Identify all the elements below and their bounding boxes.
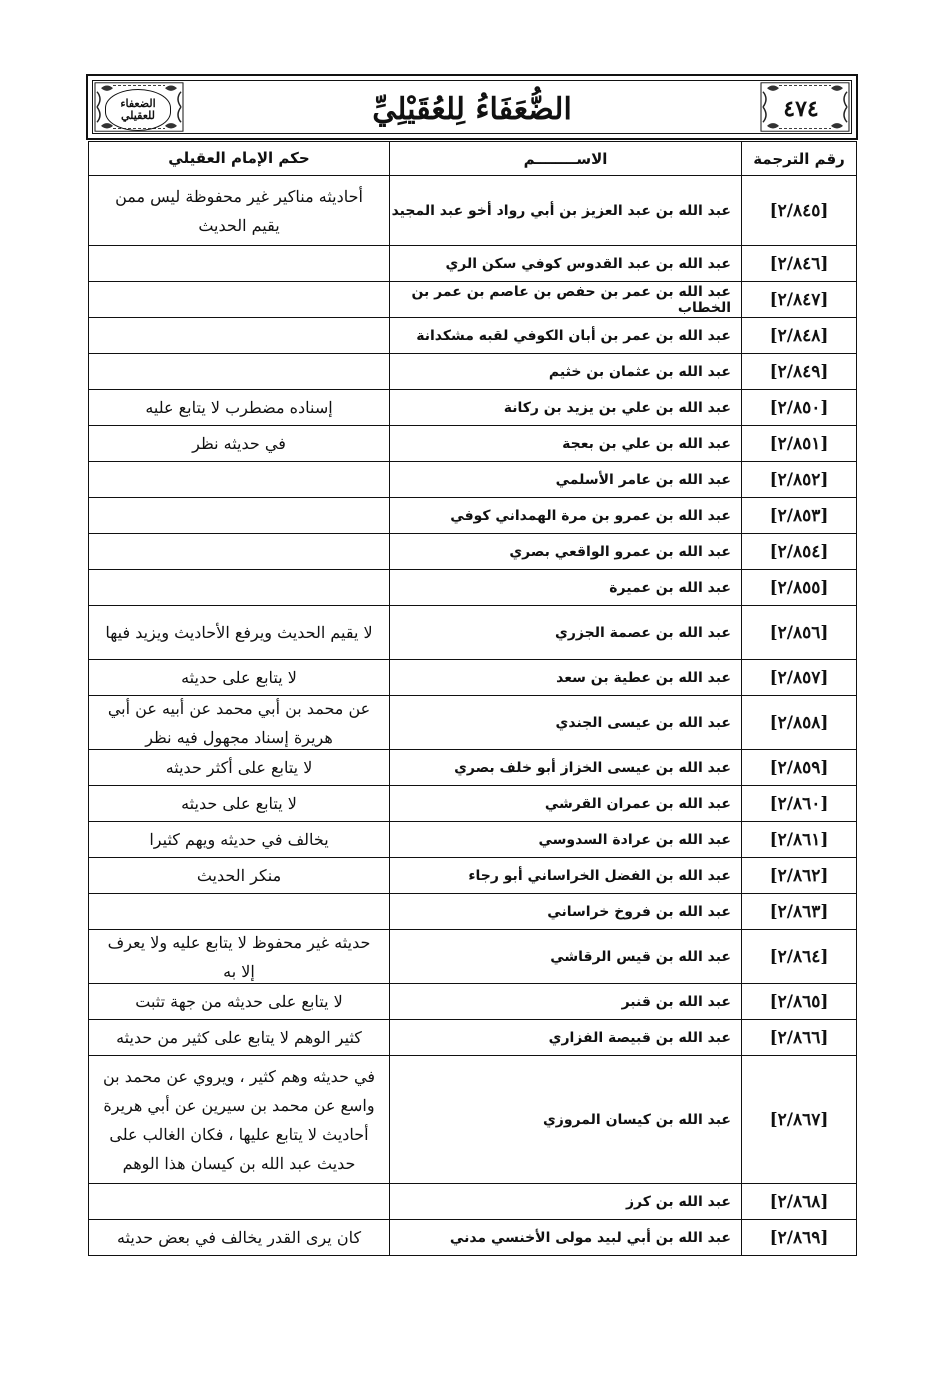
row-verdict: منكر الحديث (88, 858, 389, 893)
row-name: عبد الله بن قنبر (389, 984, 741, 1019)
row-name: عبد الله بن عيسى الجندي (389, 696, 741, 749)
row-number: [٢/٨٥٩] (741, 750, 857, 785)
row-verdict: إسناده مضطرب لا يتابع عليه (88, 390, 389, 425)
row-verdict (88, 318, 389, 353)
row-name: عبد الله بن علي بن بعجة (389, 426, 741, 461)
row-verdict (88, 1184, 389, 1219)
row-name: عبد الله بن عيسى الخزاز أبو خلف بصري (389, 750, 741, 785)
row-number: [٢/٨٥٤] (741, 534, 857, 569)
row-number: [٢/٨٥١] (741, 426, 857, 461)
row-name: عبد الله بن عمرو بن مرة الهمداني كوفي (389, 498, 741, 533)
table-row (88, 534, 857, 570)
row-name: عبد الله بن عصمة الجزري (389, 606, 741, 659)
row-number: [٢/٨٦٣] (741, 894, 857, 929)
row-verdict: لا يتابع على حديثه (88, 786, 389, 821)
table-row (88, 318, 857, 354)
narrators-table (88, 141, 857, 1256)
row-name: عبد الله بن عمر بن حفص بن عاصم بن عمر بن الخطاب (389, 282, 741, 317)
table-row (88, 1184, 857, 1220)
book-seal (105, 89, 171, 131)
row-number: [٢/٨٤٧] (741, 282, 857, 317)
column-header-name: الاســــــــم (389, 142, 741, 175)
row-verdict (88, 570, 389, 605)
row-number: [٢/٨٦٦] (741, 1020, 857, 1055)
row-number: [٢/٨٤٩] (741, 354, 857, 389)
ornament-left-icon (93, 81, 185, 133)
row-name: عبد الله بن عثمان بن خثيم (389, 354, 741, 389)
table-row (88, 750, 857, 786)
row-verdict: حديثه غير محفوظ لا يتابع عليه ولا يعرف إلا به (88, 930, 389, 983)
row-name: عبد الله بن عرادة السدوسي (389, 822, 741, 857)
table-row (88, 822, 857, 858)
row-name: عبد الله بن عمرو الواقعي بصري (389, 534, 741, 569)
row-verdict: كثير الوهم لا يتابع على كثير من حديثه (88, 1020, 389, 1055)
seal-text: الضعفاء للعقيلي (120, 97, 156, 122)
row-number: [٢/٨٥٠] (741, 390, 857, 425)
row-number: [٢/٨٦٧] (741, 1056, 857, 1183)
row-number: [٢/٨٥٨] (741, 696, 857, 749)
row-verdict: لا يتابع على حديثه (88, 660, 389, 695)
row-name: عبد الله بن قبيصة الفزاري (389, 1020, 741, 1055)
table-row (88, 498, 857, 534)
table-row (88, 858, 857, 894)
row-verdict: لا يقيم الحديث ويرفع الأحاديث ويزيد فيها (88, 606, 389, 659)
row-number: [٢/٨٥٥] (741, 570, 857, 605)
row-number: [٢/٨٦٩] (741, 1220, 857, 1255)
row-name: عبد الله بن أبي لبيد مولى الأخنسي مدني (389, 1220, 741, 1255)
row-verdict: لا يتابع على أكثر حديثه (88, 750, 389, 785)
column-header-verdict: حكم الإمام العقيلي (88, 142, 389, 175)
row-verdict (88, 282, 389, 317)
row-name: عبد الله بن الفضل الخراساني أبو رجاء (389, 858, 741, 893)
row-name: عبد الله بن كرز (389, 1184, 741, 1219)
row-verdict (88, 246, 389, 281)
table-row (88, 282, 857, 318)
row-verdict: في حديثه وهم كثير ، ويروي عن محمد بن واسع عن محمد بن سيرين عن أبي هريرة أحاديث لا يتابع عليها ، فكان الغالب على حديث عبد الله بن كيسان هذا الوهم (88, 1056, 389, 1183)
row-number: [٢/٨٦٢] (741, 858, 857, 893)
row-number: [٢/٨٦٥] (741, 984, 857, 1019)
table-row (88, 660, 857, 696)
row-verdict (88, 498, 389, 533)
row-number: [٢/٨٤٥] (741, 176, 857, 245)
row-number: [٢/٨٦٨] (741, 1184, 857, 1219)
table-row (88, 606, 857, 660)
row-name: عبد الله بن عمر بن أبان الكوفي لقبه مشكدانة (389, 318, 741, 353)
row-name: عبد الله بن علي بن يزيد بن ركانة (389, 390, 741, 425)
row-name: عبد الله بن عبد العزيز بن أبي رواد أخو عبد المجيد (389, 176, 741, 245)
header-inner-frame (92, 80, 852, 134)
row-verdict (88, 462, 389, 497)
table-row (88, 246, 857, 282)
table-row (88, 1020, 857, 1056)
row-number: [٢/٨٥٣] (741, 498, 857, 533)
column-header-number: رقم الترجمة (741, 142, 857, 175)
row-verdict (88, 894, 389, 929)
page-number: ٤٧٤ (783, 96, 819, 122)
table-body (88, 176, 857, 1256)
row-number: [٢/٨٤٨] (741, 318, 857, 353)
row-number: [٢/٨٥٧] (741, 660, 857, 695)
row-verdict: في حديثه نظر (88, 426, 389, 461)
row-name: عبد الله بن عبد القدوس كوفي سكن الري (389, 246, 741, 281)
table-row (88, 354, 857, 390)
row-number: [٢/٨٦٤] (741, 930, 857, 983)
row-number: [٢/٨٤٦] (741, 246, 857, 281)
table-row (88, 462, 857, 498)
row-verdict (88, 354, 389, 389)
row-name: عبد الله بن فروخ خراساني (389, 894, 741, 929)
row-name: عبد الله بن قيس الرقاشي (389, 930, 741, 983)
row-number: [٢/٨٦١] (741, 822, 857, 857)
table-row (88, 984, 857, 1020)
table-row (88, 390, 857, 426)
row-number: [٢/٨٥٦] (741, 606, 857, 659)
row-name: عبد الله بن كيسان المروزي (389, 1056, 741, 1183)
book-title: الضُّعَفَاءُ لِلعُقَيْلِيِّ (372, 91, 572, 127)
row-name: عبد الله بن عمران القرشي (389, 786, 741, 821)
row-name: عبد الله بن عطية بن سعد (389, 660, 741, 695)
page-header (86, 74, 858, 140)
table-row (88, 1056, 857, 1184)
table-row (88, 786, 857, 822)
row-verdict: أحاديثه مناكير غير محفوظة ليس ممن يقيم الحديث (88, 176, 389, 245)
table-row (88, 570, 857, 606)
row-verdict: عن محمد بن أبي محمد عن أبيه عن أبي هريرة إسناد مجهول فيه نظر (88, 696, 389, 749)
table-row (88, 426, 857, 462)
table-row (88, 1220, 857, 1256)
table-row (88, 696, 857, 750)
row-verdict (88, 534, 389, 569)
row-verdict: يخالف في حديثه ويهم كثيرا (88, 822, 389, 857)
row-name: عبد الله بن عامر الأسلمي (389, 462, 741, 497)
table-row (88, 894, 857, 930)
table-row (88, 176, 857, 246)
row-verdict: كان يرى القدر يخالف في بعض حديثه (88, 1220, 389, 1255)
row-number: [٢/٨٥٢] (741, 462, 857, 497)
table-header-row (88, 142, 857, 176)
table-row (88, 930, 857, 984)
row-number: [٢/٨٦٠] (741, 786, 857, 821)
row-verdict: لا يتابع على حديثه من جهة تثبت (88, 984, 389, 1019)
row-name: عبد الله بن عميرة (389, 570, 741, 605)
